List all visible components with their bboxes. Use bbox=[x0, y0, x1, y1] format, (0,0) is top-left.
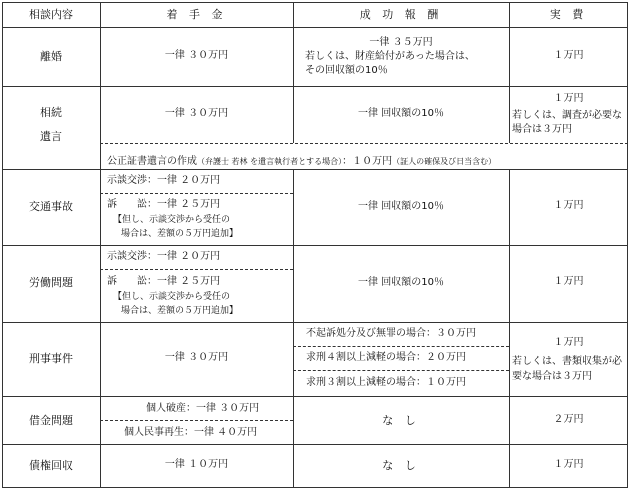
row-line-inheritance bbox=[2, 169, 628, 170]
debt-label: 借金問題 bbox=[29, 414, 73, 427]
debt-retainer-2: 個人民事再生：一律 ４０万円 bbox=[124, 427, 258, 438]
header-category: 相談内容 bbox=[29, 8, 73, 21]
inheritance-success: 一律 回収額の10％ bbox=[358, 108, 444, 119]
col-divider-3b bbox=[509, 169, 510, 488]
criminal-success-1: 不起訴処分及び無罪の場合：３０万円 bbox=[306, 328, 476, 339]
criminal-expenses-2: 若しくは、書類収集が必 bbox=[512, 356, 622, 367]
labor-success: 一律 回収額の10％ bbox=[358, 277, 444, 288]
header-expenses: 実 費 bbox=[549, 8, 588, 21]
debt-expenses: ２万円 bbox=[553, 414, 584, 425]
labor-label: 労働問題 bbox=[29, 276, 73, 289]
divorce-label: 離婚 bbox=[40, 50, 62, 63]
row-line-debt bbox=[2, 444, 628, 445]
debt-success: な し bbox=[382, 414, 420, 427]
criminal-label: 刑事事件 bbox=[29, 352, 73, 365]
criminal-success-2: 求刑４割以上減軽の場合：２０万円 bbox=[306, 352, 466, 363]
row-line-traffic-split bbox=[100, 193, 293, 194]
criminal-retainer: 一律 ３０万円 bbox=[164, 352, 229, 363]
divorce-expenses: １万円 bbox=[553, 50, 584, 61]
row-line-criminal-split2 bbox=[293, 370, 509, 371]
collection-expenses: １万円 bbox=[553, 459, 584, 470]
inheritance-label-1: 相続 bbox=[40, 106, 62, 119]
row-line-criminal-split1 bbox=[293, 346, 509, 347]
header-success: 成 功 報 酬 bbox=[359, 8, 443, 21]
traffic-note-1: 【但し、示談交渉から受任の bbox=[113, 215, 231, 225]
row-line-notary bbox=[100, 143, 628, 144]
criminal-expenses-1: １万円 bbox=[553, 337, 584, 348]
traffic-expenses: １万円 bbox=[553, 200, 584, 211]
row-line-debt-split bbox=[100, 420, 293, 421]
labor-retainer-2: 訴 訟：一律 ２５万円 bbox=[107, 276, 221, 287]
header-retainer: 着 手 金 bbox=[166, 8, 227, 21]
notary-note: （証人の確保及び日当含む） bbox=[392, 157, 497, 166]
collection-success: な し bbox=[382, 459, 420, 472]
row-line-divorce bbox=[2, 86, 628, 87]
divorce-retainer: 一律 ３０万円 bbox=[164, 50, 229, 61]
row-line-criminal bbox=[2, 396, 628, 397]
inheritance-expenses-2: 若しくは、調査が必要な bbox=[512, 110, 622, 121]
row-line-labor bbox=[2, 322, 628, 323]
labor-expenses: １万円 bbox=[553, 276, 584, 287]
traffic-retainer-2: 訴 訟：一律 ２５万円 bbox=[107, 199, 221, 210]
inheritance-expenses-1: １万円 bbox=[553, 93, 584, 104]
col-divider-1b bbox=[100, 169, 101, 488]
criminal-success-3: 求刑３割以上減軽の場合：１０万円 bbox=[306, 377, 466, 388]
notary-amount: ：１０万円 bbox=[342, 156, 393, 167]
debt-retainer-1: 個人破産：一律 ３０万円 bbox=[146, 403, 260, 414]
labor-retainer-1: 示談交渉：一律 ２０万円 bbox=[107, 251, 221, 262]
notary-main: 公正証書遺言の作成 bbox=[107, 156, 197, 167]
labor-note-2: 場合は、差額の５万円追加】 bbox=[121, 306, 239, 316]
traffic-note-2: 場合は、差額の５万円追加】 bbox=[121, 229, 239, 239]
inheritance-label-2: 遺言 bbox=[40, 130, 62, 143]
col-divider-3 bbox=[509, 2, 510, 143]
divorce-success-3: その回収額の10％ bbox=[305, 65, 388, 76]
criminal-expenses-3: 要な場合は３万円 bbox=[512, 371, 592, 382]
notary-condition: （弁護士 若林 を遺言執行者とする場合） bbox=[197, 157, 343, 166]
row-line-header bbox=[2, 27, 628, 28]
inheritance-retainer: 一律 ３０万円 bbox=[164, 108, 229, 119]
traffic-label: 交通事故 bbox=[29, 200, 73, 213]
traffic-success: 一律 回収額の10％ bbox=[358, 201, 444, 212]
row-line-labor-split bbox=[100, 269, 293, 270]
notary-line bbox=[107, 149, 496, 169]
row-line-traffic bbox=[2, 245, 628, 246]
inheritance-expenses-3: 場合は３万円 bbox=[512, 124, 572, 135]
divorce-success-1: 一律 ３５万円 bbox=[369, 37, 433, 48]
collection-retainer: 一律 １０万円 bbox=[164, 459, 229, 470]
col-divider-2 bbox=[293, 2, 294, 143]
col-divider-1c bbox=[100, 143, 101, 169]
traffic-retainer-1: 示談交渉：一律 ２０万円 bbox=[107, 175, 221, 186]
col-divider-1 bbox=[100, 2, 101, 143]
labor-note-1: 【但し、示談交渉から受任の bbox=[113, 292, 231, 302]
collection-label: 債権回収 bbox=[29, 459, 73, 472]
col-divider-2b bbox=[293, 169, 294, 488]
divorce-success-2: 若しくは、財産給付があった場合は、 bbox=[305, 51, 475, 62]
